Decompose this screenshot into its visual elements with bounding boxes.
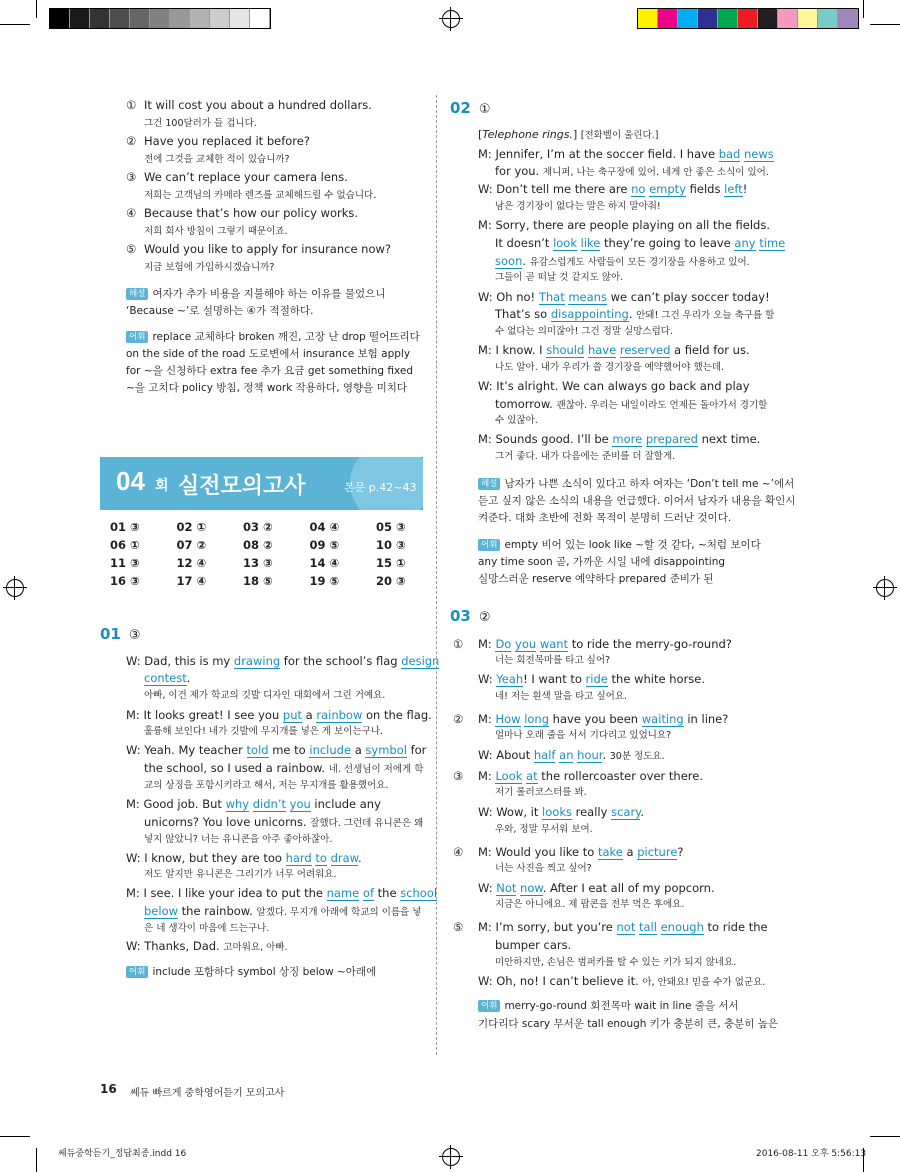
- answer-cell: 13 ③: [243, 556, 273, 570]
- column-divider: [436, 95, 437, 1055]
- q01-line: M: I see. I like your idea to put the name of the school: [126, 886, 438, 900]
- book-title: 쎄듀 빠르게 중학영어듣기 모의고사: [130, 1088, 285, 1099]
- color-swatch: [90, 9, 110, 28]
- banner-number: 04: [116, 466, 145, 496]
- q03-line: ② M: How long have you been waiting in line?: [453, 712, 729, 726]
- color-swatch: [718, 9, 738, 28]
- registration-mark-icon: [6, 579, 24, 597]
- q03-line: W: Wow, it looks really scary.: [478, 805, 644, 819]
- q02-line: M: Sounds good. I’ll be more prepared next time.: [478, 432, 761, 446]
- q02-line: soon. 유감스럽게도 사람들이 모든 경기장을 사용하고 있어.: [495, 254, 750, 268]
- q03-ko: 미안하지만, 손님은 범퍼카를 탈 수 있는 키가 되지 않네요.: [495, 957, 737, 968]
- answer-cell: 18 ⑤: [243, 574, 273, 588]
- color-swatch: [798, 9, 818, 28]
- q02-line: [Telephone rings.] [전화벨이 울린다.]: [478, 128, 659, 141]
- file-info: 쎄듀중학듣기_정답최종.indd 16: [58, 1149, 187, 1159]
- q01-line: the school, so I used a rainbow. 네. 선생님이 저에게 학: [144, 761, 424, 775]
- color-swatch: [170, 9, 190, 28]
- q01-line: W: Thanks, Dad. 고마워요, 아빠.: [126, 939, 288, 953]
- q03-ko: 얼마나 오래 줄을 서서 기다리고 있었니요?: [495, 730, 672, 741]
- color-swatch: [70, 9, 90, 28]
- test-banner: [100, 457, 423, 510]
- answer-cell: 03 ②: [243, 520, 273, 534]
- q03-vocab: 어휘 merry-go-round 회전목마 wait in line 줄을 서서: [478, 997, 739, 1015]
- q01-line: W: Yeah. My teacher told me to include a symbol for: [126, 743, 427, 757]
- vocab-1: 어휘 replace 교체하다 broken 깨진, 고장 난 drop 떨어뜨리다: [126, 328, 420, 346]
- q02-line: W: Don’t tell me there are no empty fields left!: [478, 182, 748, 196]
- registration-mark-icon: [442, 10, 460, 28]
- color-swatch: [150, 9, 170, 28]
- answer-cell: 20 ③: [376, 574, 406, 588]
- q02-line: for you. 제니퍼, 나는 축구장에 있어. 네게 안 좋은 소식이 있어.: [495, 164, 769, 178]
- banner-title: 실전모의고사: [178, 474, 306, 499]
- answer-cell: 12 ④: [176, 556, 207, 570]
- answer-cell: 09 ⑤: [309, 538, 340, 552]
- registration-mark-icon: [442, 1148, 460, 1166]
- q03-line: W: Not now. After I eat all of my popcorn.: [478, 881, 715, 895]
- q03-line: ③ M: Look at the rollercoaster over there.: [453, 769, 703, 783]
- q02-ko: 남은 경기장이 없다는 말은 하지 말아줘!: [495, 201, 661, 212]
- answer-cell: 17 ④: [176, 574, 207, 588]
- q02-line: M: Jennifer, I’m at the soccer field. I have bad news: [478, 147, 774, 161]
- color-swatch: [658, 9, 678, 28]
- color-swatches: [637, 8, 859, 29]
- q02-ko: 나도 알아. 내가 우리가 쓸 경기장을 예약했어야 했는데.: [495, 362, 725, 373]
- haeseol-badge: 해설: [126, 288, 148, 300]
- q01-line: W: I know, but they are too hard to draw.: [126, 851, 362, 865]
- color-swatch: [50, 9, 70, 28]
- q03-ko: 너는 사진을 찍고 싶어?: [495, 863, 592, 874]
- q03-ko: 네! 저는 흰색 말을 타고 싶어요.: [495, 691, 628, 702]
- print-date: 2016-08-11 오후 5:56:13: [756, 1149, 867, 1159]
- q03-line: bumper cars.: [495, 938, 572, 952]
- q01-line: W: Dad, this is my drawing for the school’s flag design: [126, 654, 440, 668]
- answer-cell: 16 ③: [110, 574, 140, 588]
- q02-vocab-2: any time soon 곧, 가까운 시일 내에 disappointing: [478, 556, 726, 568]
- color-swatch: [698, 9, 718, 28]
- q02-ko: 수 없다는 의미잖아! 그건 정말 실망스럽다.: [495, 326, 673, 337]
- option-2-ko: 전에 그것을 교체한 적이 있습니까?: [144, 154, 290, 165]
- q03-header: 03 ②: [450, 607, 491, 625]
- grayscale-swatches: [49, 8, 271, 29]
- vocab-3: for ~을 신청하다 extra fee 추가 요금 get something fixed: [126, 365, 413, 377]
- color-swatch: [818, 9, 838, 28]
- explanation: 해설 여자가 추가 비용을 지불해야 하는 이유를 물었으니: [126, 285, 385, 303]
- color-swatch: [638, 9, 658, 28]
- color-swatch: [838, 9, 858, 28]
- option-5-ko: 지금 보험에 가입하시겠습니까?: [144, 262, 275, 273]
- q02-line: M: Sorry, there are people playing on all the fields.: [478, 218, 770, 232]
- color-swatch: [778, 9, 798, 28]
- q01-line: below the rainbow. 알겠다. 무지개 아래에 학교의 이름을 넣: [144, 904, 422, 918]
- answer-cell: 01 ③: [110, 520, 140, 534]
- q02-header: 02 ①: [450, 99, 491, 117]
- q01-ko: 넣지 않았니? 너는 유니콘을 아주 좋아하잖아.: [144, 834, 333, 845]
- color-swatch: [130, 9, 150, 28]
- q03-ko: 우와, 정말 무서워 보여.: [495, 824, 593, 835]
- option-1-ko: 그건 100달러가 들 겁니다.: [144, 118, 257, 129]
- color-swatch: [738, 9, 758, 28]
- answer-cell: 19 ⑤: [309, 574, 340, 588]
- answer-cell: 07 ②: [176, 538, 207, 552]
- answer-cell: 06 ①: [110, 538, 140, 552]
- q03-line: ⑤ M: I’m sorry, but you’re not tall enough to ride the: [453, 920, 768, 934]
- q03-ko: 저기 롤러코스터를 봐.: [495, 787, 587, 798]
- q01-ko: 저도 알지만 유니콘은 그리기가 너무 어려워요.: [144, 869, 337, 880]
- vocab-4: ~을 고치다 policy 방침, 정책 work 작용하다, 영향을 미치다: [126, 382, 408, 394]
- q01-line: M: Good job. But why didn’t you include any: [126, 797, 381, 811]
- eohwi-badge: 어휘: [126, 331, 148, 343]
- q01-header: 01 ③: [100, 625, 141, 643]
- q01-line: unicorns? You love unicorns. 잘했다. 그런데 유니콘은 왜: [144, 815, 424, 829]
- q02-explanation: 해설 남자가 나쁜 소식이 있다고 하자 여자는 ‘Don’t tell me ~’에서: [478, 475, 794, 493]
- answer-cell: 15 ①: [376, 556, 406, 570]
- option-3-ko: 저희는 고객님의 카메라 렌즈를 교체해드릴 수 없습니다.: [144, 190, 377, 201]
- option-4-ko: 저희 회사 방침이 그렇기 때문이죠.: [144, 226, 288, 237]
- eohwi-badge: 어휘: [126, 966, 148, 978]
- answer-cell: 10 ③: [376, 538, 406, 552]
- q02-line: W: Oh no! That means we can’t play soccer today!: [478, 290, 770, 304]
- q01-line: M: It looks great! I see you put a rainbow on the flag.: [126, 708, 432, 722]
- option-5: ⑤ Would you like to apply for insurance now?: [126, 242, 392, 256]
- q03-line: W: Yeah! I want to ride the white horse.: [478, 672, 705, 686]
- answer-cell: 02 ①: [176, 520, 207, 534]
- haeseol-badge: 해설: [478, 478, 500, 490]
- q02-line: W: It’s alright. We can always go back and play: [478, 379, 750, 393]
- color-swatch: [110, 9, 130, 28]
- page-number: 16: [100, 1082, 117, 1096]
- color-swatch: [678, 9, 698, 28]
- q02-explanation-3: 켜준다. 대화 초반에 전화 목적이 분명히 드러난 것이다.: [478, 512, 732, 524]
- answer-cell: 05 ③: [376, 520, 406, 534]
- q03-vocab-2: 기다리다 scary 무서운 tall enough 키가 충분히 큰, 충분히 높은: [478, 1018, 779, 1030]
- banner-hoe: 회: [155, 478, 169, 494]
- q03-ko: 지금은 아니에요. 제 팝콘을 전부 먹은 후에요.: [495, 899, 685, 910]
- q01-vocab: 어휘 include 포함하다 symbol 상징 below ~아래에: [126, 963, 376, 981]
- eohwi-badge: 어휘: [478, 539, 500, 551]
- q02-vocab: 어휘 empty 비어 있는 look like ~할 것 같다, ~처럼 보이다: [478, 536, 761, 554]
- answer-cell: 14 ④: [309, 556, 340, 570]
- q02-ko: 그들이 곧 떠날 것 같지도 않아.: [495, 272, 624, 283]
- q02-explanation-2: 듣고 싶지 않은 소식의 내용을 언급했다. 이어서 남자가 내용을 확인시: [478, 495, 796, 507]
- color-swatch: [210, 9, 230, 28]
- color-swatch: [230, 9, 250, 28]
- q01-ko: 아빠, 이건 제가 학교의 깃발 디자인 대회에서 그린 거예요.: [144, 690, 386, 701]
- option-1: ① It will cost you about a hundred dollars.: [126, 98, 372, 112]
- q03-line: ④ M: Would you like to take a picture?: [453, 845, 684, 859]
- q03-line: ① M: Do you want to ride the merry-go-round?: [453, 637, 732, 651]
- color-swatch: [250, 9, 270, 28]
- q03-line: W: About half an hour. 30분 정도요.: [478, 748, 665, 762]
- option-2: ② Have you replaced it before?: [126, 134, 310, 148]
- explanation-2: ‘Because ~’로 설명하는 ④가 적절하다.: [126, 305, 314, 317]
- banner-pages: 본문 p.42~43: [344, 481, 417, 494]
- answer-cell: 08 ②: [243, 538, 273, 552]
- q02-line: M: I know. I should have reserved a field for us.: [478, 343, 750, 357]
- q02-ko: 그거 좋다. 내가 다음에는 준비를 더 잘할게.: [495, 451, 676, 462]
- q02-line: That’s so disappointing. 안돼! 그건 우리가 오늘 축구를 할: [495, 307, 775, 321]
- q01-line: contest.: [144, 671, 191, 685]
- vocab-2: on the side of the road 도로변에서 insurance 보험 apply: [126, 348, 411, 360]
- option-4: ④ Because that’s how our policy works.: [126, 206, 359, 220]
- q03-line: W: Oh, no! I can’t believe it. 아, 안돼요! 믿을 수가 없군요.: [478, 974, 766, 988]
- q03-ko: 너는 회전목마를 타고 싶어?: [495, 655, 611, 666]
- q02-line: tomorrow. 괜찮아. 우리는 내일이라도 언제든 돌아가서 경기할: [495, 397, 768, 411]
- q01-ko: 은 네 생각이 마음에 드는구나.: [144, 923, 270, 934]
- color-swatch: [190, 9, 210, 28]
- eohwi-badge: 어휘: [478, 1000, 500, 1012]
- registration-mark-icon: [876, 579, 894, 597]
- q01-ko: 교의 상징을 포함시키라고 해서, 저는 무지개를 활용했어요.: [144, 780, 389, 791]
- q02-vocab-3: 실망스러운 reserve 예약하다 prepared 준비가 된: [478, 573, 714, 585]
- answer-cell: 11 ③: [110, 556, 140, 570]
- q01-ko: 훌륭해 보인다! 네가 깃발에 무지개를 넣은 게 보이는구나.: [144, 726, 384, 737]
- answer-cell: 04 ④: [309, 520, 340, 534]
- color-swatch: [758, 9, 778, 28]
- q02-ko: 수 있잖아.: [495, 415, 538, 426]
- q02-line: It doesn’t look like they’re going to leave any time: [495, 236, 786, 250]
- option-3: ③ We can’t replace your camera lens.: [126, 170, 348, 184]
